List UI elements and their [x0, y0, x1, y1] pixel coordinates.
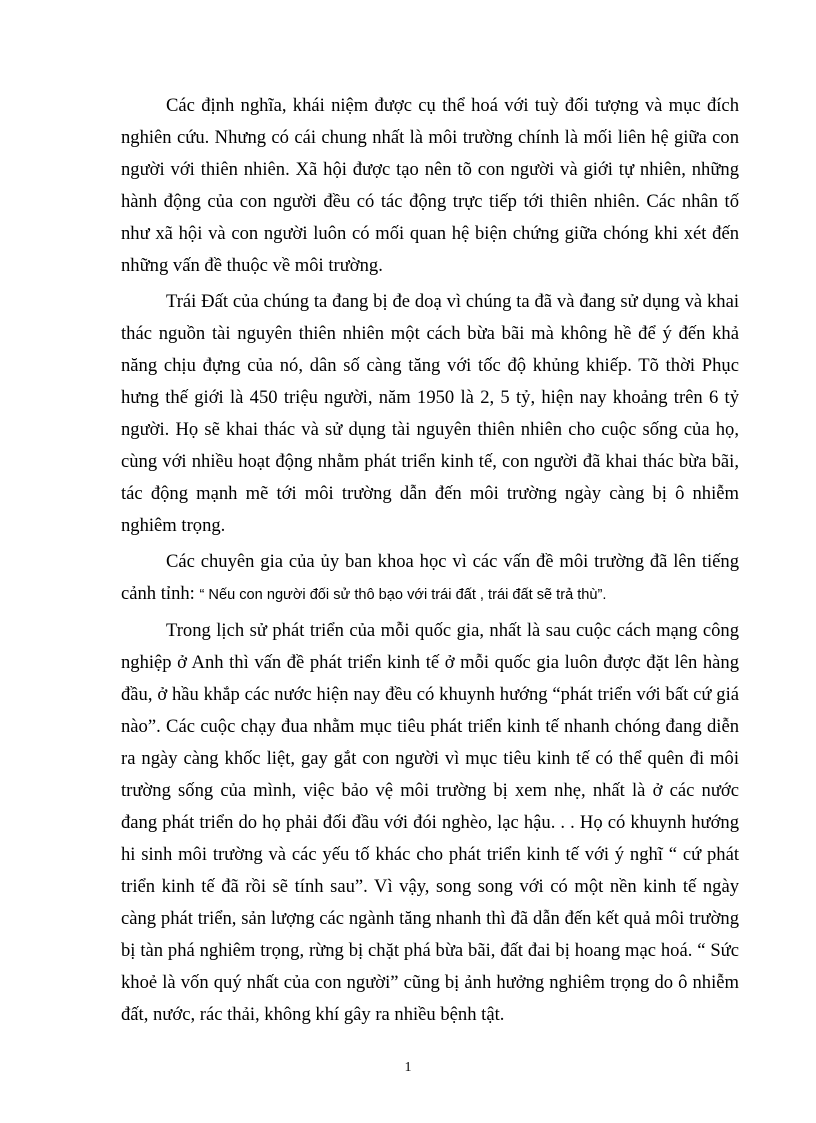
page-number: 1 [404, 1060, 412, 1075]
paragraph-expert-warning [121, 546, 739, 611]
paragraph-definitions: Các định nghĩa, khái niệm được cụ thể hoá với tuỳ đối tượng và mục đích nghiên cứu. Nhưng có cái chung nhất là môi trường chính là mối liên hệ giữa con người với thiên nhiên. Xã hội được tạo nên tõ con người và giới tự nhiên, những hành động của con người đều có tác động trực tiếp tới thiên nhiên. Các nhân tố như xã hội và con người luôn có mối quan hệ biện chứng giữa chóng khi xét đến những vấn đề thuộc về môi trường. [121, 95, 739, 276]
paragraph-economic-development: Trong lịch sử phát triển của mỗi quốc gia, nhất là sau cuộc cách mạng công nghiệp ở Anh thì vấn đề phát triển kinh tế ở mỗi quốc gia luôn được đặt lên hàng đầu, ở hầu khắp các nước hiện nay đều có khuynh hướng “phát triển với bất cứ giá nào”. Các cuộc chạy đua nhằm mục tiêu phát triển kinh tế nhanh chóng đang diễn ra ngày càng khốc liệt, gay gắt con người vì mục tiêu kinh tế có thể quên đi môi trường sống của mình, việc bảo vệ môi trường bị xem nhẹ, nhất là ở các nước đang phát triển do họ phải đối đầu với đói nghèo, lạc hậu. . . Họ có khuynh hướng hi sinh môi trường và các yếu tố khác cho phát triển kinh tế với ý nghĩ “ cứ phát triển kinh tế đã rồi sẽ tính sau”. Vì vậy, song song với có một nền kinh tế ngày càng phát triển, sản lượng các ngành tăng nhanh thì đã dẫn đến kết quả môi trường bị tàn phá nghiêm trọng, rừng bị chặt phá bừa bãi, đất đai bị hoang mạc hoá. “ Sức khoẻ là vốn quý nhất của con người” cũng bị ảnh hưởng nghiêm trọng do ô nhiễm đất, nước, rác thải, không khí gây ra nhiều bệnh tật. [121, 620, 739, 1025]
warning-quote-text: “ Nếu con người đối sử thô bạo với trái đất , trái đất sẽ trả thù”. [199, 587, 607, 603]
document-body [121, 90, 739, 1031]
warning-lead-text: Các chuyên gia của ủy ban khoa học vì các vấn đề môi trường đã lên tiếng cảnh tỉnh: [121, 551, 739, 604]
paragraph-earth-threat: Trái Đất của chúng ta đang bị đe doạ vì chúng ta đã và đang sử dụng và khai thác nguồn tài nguyên thiên nhiên một cách bừa bãi mà không hề để ý đến khả năng chịu đựng của nó, dân số càng tăng với tốc độ khủng khiếp. Tõ thời Phục hưng thế giới là 450 triệu người, năm 1950 là 2, 5 tỷ, hiện nay khoảng trên 6 tỷ người. Họ sẽ khai thác và sử dụng tài nguyên thiên nhiên cho cuộc sống của họ, cùng với nhiều hoạt động nhằm phát triển kinh tế, con người đã khai thác bừa bãi, tác động mạnh mẽ tới môi trường dẫn đến môi trường ngày càng bị ô nhiễm nghiêm trọng. [121, 291, 739, 536]
